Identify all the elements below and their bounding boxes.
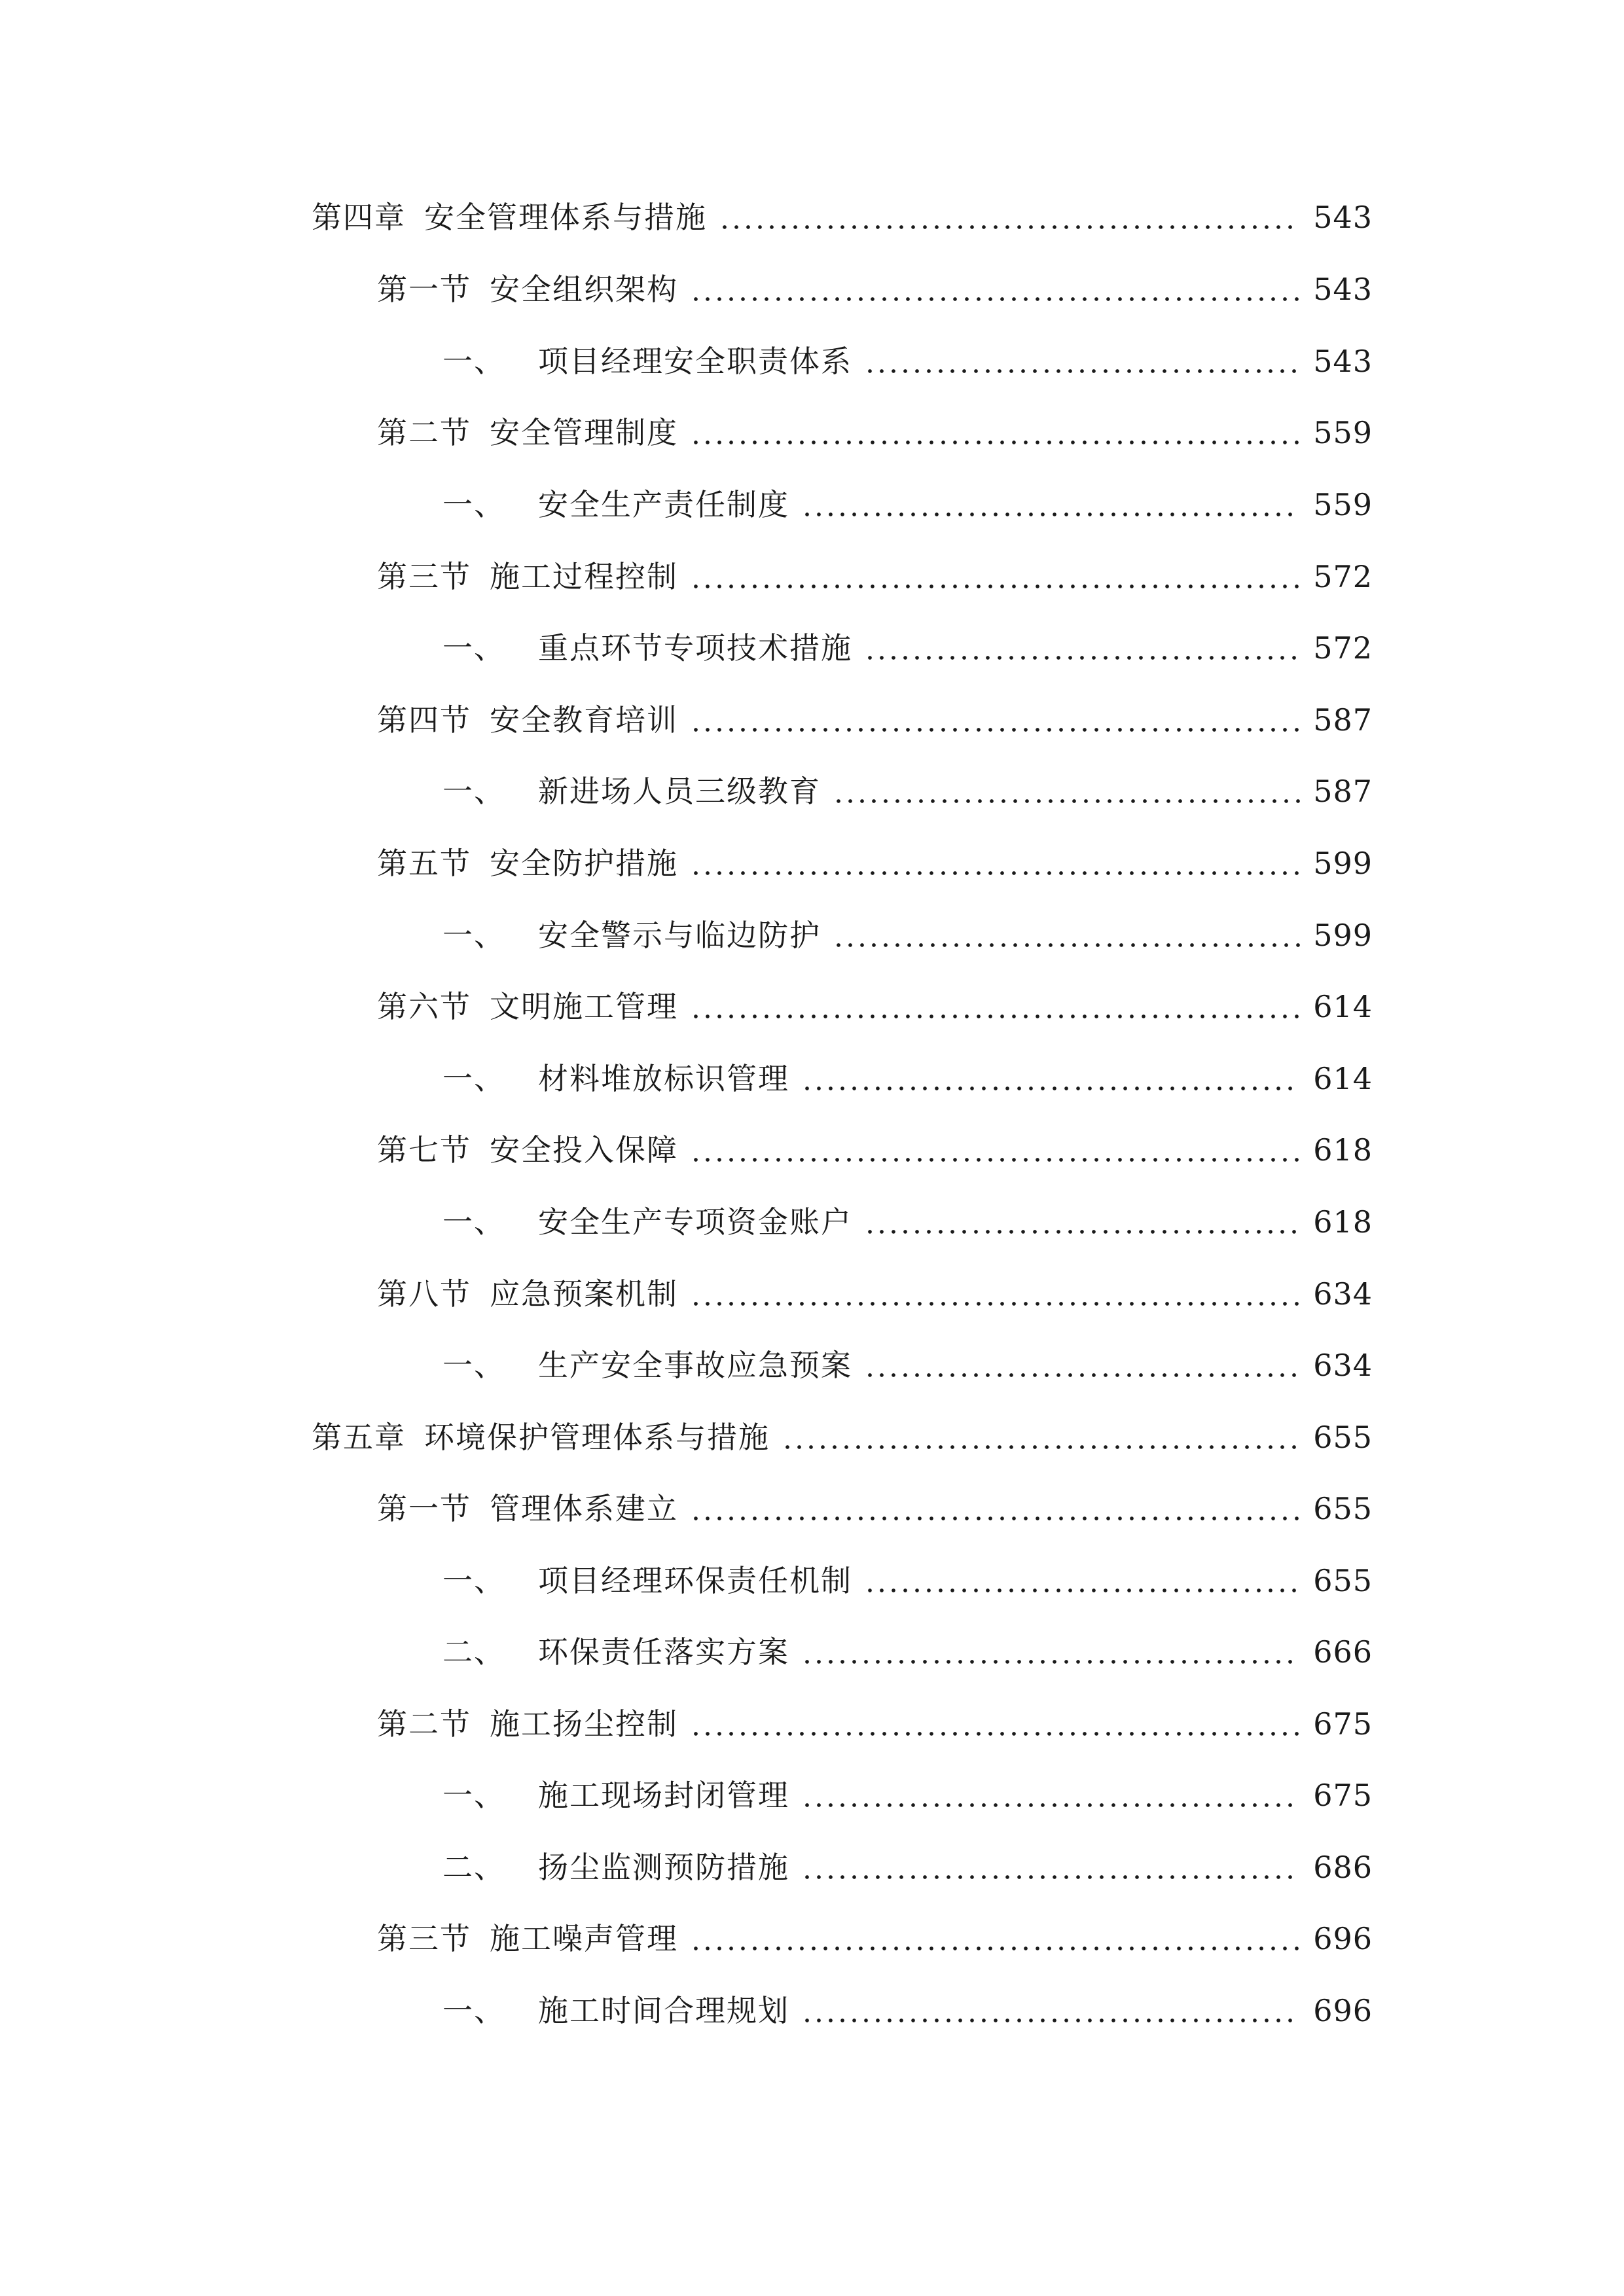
toc-number: 一、	[442, 1061, 505, 1096]
toc-number: 第四节	[377, 702, 471, 738]
dot-leader	[864, 1588, 1300, 1592]
toc-title: 重点环节专项技术措施	[538, 630, 852, 666]
toc-title: 安全防护措施	[490, 846, 678, 881]
toc-subsection[interactable]	[442, 1626, 1373, 1678]
toc-title: 管理体系建立	[490, 1491, 678, 1526]
toc-subsection[interactable]	[442, 1196, 1373, 1248]
toc-title: 生产安全事故应急预案	[538, 1348, 852, 1383]
dot-leader	[782, 1445, 1300, 1449]
toc-title: 施工噪声管理	[490, 1921, 678, 1956]
toc-title: 施工现场封闭管理	[538, 1778, 789, 1813]
toc-page-number: 655	[1313, 1420, 1373, 1455]
toc-section[interactable]	[377, 980, 1373, 1033]
toc-number: 第五章	[312, 1420, 406, 1455]
toc-page-number: 696	[1313, 1993, 1373, 2028]
toc-page-number: 618	[1313, 1204, 1373, 1240]
toc-subsection[interactable]	[442, 909, 1373, 961]
toc-page-number: 614	[1313, 1061, 1373, 1096]
toc-chapter-4[interactable]	[312, 191, 1373, 243]
toc-number: 一、	[442, 1778, 505, 1813]
toc-section[interactable]	[377, 1698, 1373, 1750]
toc-title: 项目经理安全职责体系	[538, 344, 852, 379]
toc-number: 第二节	[377, 1706, 471, 1742]
toc-title: 应急预案机制	[490, 1276, 678, 1312]
dot-leader	[801, 1086, 1300, 1090]
toc-page-number: 614	[1313, 989, 1373, 1024]
toc-number: 一、	[442, 1993, 505, 2028]
toc-section[interactable]	[377, 837, 1373, 889]
toc-title: 环保责任落实方案	[538, 1634, 789, 1670]
toc-subsection[interactable]	[442, 478, 1373, 531]
dot-leader	[801, 512, 1300, 516]
toc-number: 第五节	[377, 846, 471, 881]
dot-leader	[690, 1732, 1300, 1736]
dot-leader	[690, 1516, 1300, 1520]
toc-number: 一、	[442, 774, 505, 809]
toc-number: 第三节	[377, 559, 471, 594]
toc-section[interactable]	[377, 1124, 1373, 1176]
toc-page-number: 686	[1313, 1850, 1373, 1885]
toc-number: 第四章	[312, 200, 406, 235]
toc-section[interactable]	[377, 694, 1373, 746]
toc-title: 环境保护管理体系与措施	[424, 1420, 770, 1455]
toc-page-number: 543	[1313, 344, 1373, 379]
toc-page-number: 634	[1313, 1348, 1373, 1383]
toc-title: 新进场人员三级教育	[538, 774, 821, 809]
toc-page-number: 599	[1313, 846, 1373, 881]
toc-title: 文明施工管理	[490, 989, 678, 1024]
toc-page-number: 572	[1313, 559, 1373, 594]
toc-title: 施工过程控制	[490, 559, 678, 594]
toc-title: 扬尘监测预防措施	[538, 1850, 789, 1885]
toc-number: 第六节	[377, 989, 471, 1024]
toc-number: 第八节	[377, 1276, 471, 1312]
toc-section[interactable]	[377, 1912, 1373, 1965]
toc-subsection[interactable]	[442, 335, 1373, 387]
toc-subsection[interactable]	[442, 1769, 1373, 1821]
toc-number: 一、	[442, 1563, 505, 1598]
dot-leader	[690, 1946, 1300, 1950]
dot-leader	[690, 1014, 1300, 1018]
dot-leader	[801, 1803, 1300, 1807]
toc-page-number: 543	[1313, 200, 1373, 235]
toc-page-number: 599	[1313, 918, 1373, 953]
toc-number: 第三节	[377, 1921, 471, 1956]
toc-page-number: 587	[1313, 702, 1373, 738]
toc-section[interactable]	[377, 550, 1373, 603]
toc-title: 安全教育培训	[490, 702, 678, 738]
dot-leader	[864, 1230, 1300, 1234]
toc-number: 第二节	[377, 415, 471, 450]
dot-leader	[690, 1158, 1300, 1162]
toc-chapter-5[interactable]	[312, 1411, 1373, 1463]
toc-page-number: 675	[1313, 1706, 1373, 1742]
dot-leader	[690, 440, 1300, 444]
dot-leader	[864, 1373, 1300, 1377]
toc-subsection[interactable]	[442, 1841, 1373, 1893]
toc-number: 第一节	[377, 1491, 471, 1526]
toc-title: 安全生产责任制度	[538, 487, 789, 522]
toc-number: 一、	[442, 344, 505, 379]
toc-number: 一、	[442, 630, 505, 666]
toc-page-number: 618	[1313, 1132, 1373, 1168]
toc-title: 施工时间合理规划	[538, 1993, 789, 2028]
dot-leader	[690, 871, 1300, 875]
toc-page-number: 666	[1313, 1634, 1373, 1670]
toc-section[interactable]	[377, 406, 1373, 459]
toc-page-number: 655	[1313, 1563, 1373, 1598]
toc-subsection[interactable]	[442, 765, 1373, 817]
toc-page-number: 559	[1313, 487, 1373, 522]
toc-title: 材料堆放标识管理	[538, 1061, 789, 1096]
dot-leader	[833, 799, 1300, 803]
toc-page-number: 634	[1313, 1276, 1373, 1312]
toc-page-number: 559	[1313, 415, 1373, 450]
toc-title: 安全投入保障	[490, 1132, 678, 1168]
toc-page-number: 587	[1313, 774, 1373, 809]
dot-leader	[690, 297, 1300, 301]
dot-leader	[719, 225, 1300, 229]
toc-subsection[interactable]	[442, 1554, 1373, 1607]
toc-title: 安全生产专项资金账户	[538, 1204, 852, 1240]
toc-section[interactable]	[377, 1268, 1373, 1320]
dot-leader	[801, 1660, 1300, 1664]
toc-number: 第七节	[377, 1132, 471, 1168]
toc-title: 安全组织架构	[490, 272, 678, 307]
toc-page-number: 696	[1313, 1921, 1373, 1956]
toc-title: 安全警示与临边防护	[538, 918, 821, 953]
toc-number: 一、	[442, 1348, 505, 1383]
toc-number: 一、	[442, 1204, 505, 1240]
toc-page-number: 572	[1313, 630, 1373, 666]
toc-subsection[interactable]	[442, 622, 1373, 674]
toc-title: 施工扬尘控制	[490, 1706, 678, 1742]
toc-title: 项目经理环保责任机制	[538, 1563, 852, 1598]
toc-number: 一、	[442, 487, 505, 522]
toc-number: 一、	[442, 918, 505, 953]
dot-leader	[801, 2018, 1300, 2022]
toc-subsection[interactable]	[442, 1052, 1373, 1105]
dot-leader	[690, 584, 1300, 588]
dot-leader	[864, 369, 1300, 373]
dot-leader	[864, 656, 1300, 660]
toc-page-number: 655	[1313, 1491, 1373, 1526]
dot-leader	[690, 1302, 1300, 1306]
toc-subsection[interactable]	[442, 1984, 1373, 2037]
toc-section[interactable]	[377, 1482, 1373, 1535]
toc-page-number: 543	[1313, 272, 1373, 307]
toc-section[interactable]	[377, 263, 1373, 315]
toc-number: 二、	[442, 1850, 505, 1885]
toc-title: 安全管理体系与措施	[424, 200, 707, 235]
toc-title: 安全管理制度	[490, 415, 678, 450]
toc-subsection[interactable]	[442, 1339, 1373, 1391]
dot-leader	[801, 1875, 1300, 1879]
toc-page-number: 675	[1313, 1778, 1373, 1813]
dot-leader	[833, 943, 1300, 947]
toc-number: 第一节	[377, 272, 471, 307]
toc-number: 二、	[442, 1634, 505, 1670]
dot-leader	[690, 728, 1300, 732]
